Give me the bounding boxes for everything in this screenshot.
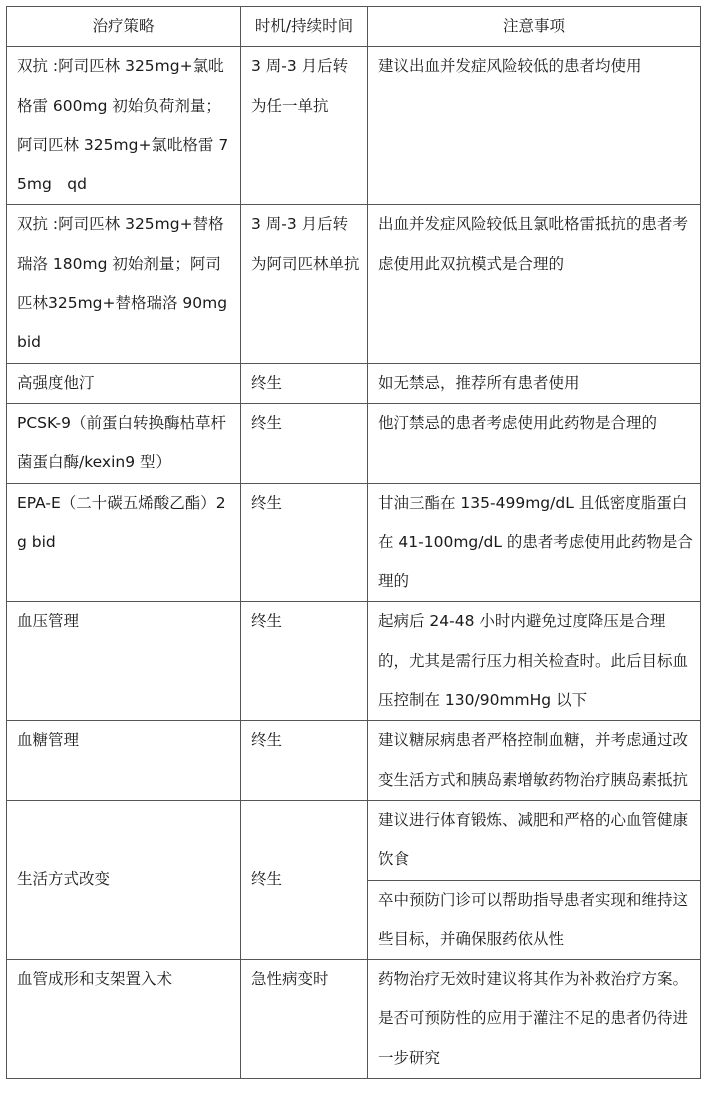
notes-cell: 起病后 24-48 小时内避免过度降压是合理的，尤其是需行压力相关检查时。此后目标血压控制在 130/90mmHg 以下 — [368, 602, 701, 721]
timing-cell: 终生 — [241, 721, 368, 801]
table-row — [7, 205, 701, 363]
strategy-cell: 双抗 :阿司匹林 325mg+氯吡格雷 600mg 初始负荷剂量；阿司匹林 325mg+氯吡格雷 75mg qd — [7, 47, 241, 205]
table-row — [7, 602, 701, 721]
timing-cell: 终生 — [241, 800, 368, 959]
notes-cell: 出血并发症风险较低且氯吡格雷抵抗的患者考虑使用此双抗模式是合理的 — [368, 205, 701, 363]
table-row — [7, 363, 701, 403]
notes-cell: 如无禁忌，推荐所有患者使用 — [368, 363, 701, 403]
notes-cell: 卒中预防门诊可以帮助指导患者实现和维持这些目标，并确保服药依从性 — [368, 880, 701, 960]
timing-cell: 终生 — [241, 363, 368, 403]
timing-cell: 终生 — [241, 602, 368, 721]
notes-cell: 他汀禁忌的患者考虑使用此药物是合理的 — [368, 403, 701, 483]
strategy-cell: 高强度他汀 — [7, 363, 241, 403]
table-header-row — [7, 7, 701, 47]
table-row — [7, 483, 701, 602]
strategy-cell: 血管成形和支架置入术 — [7, 960, 241, 1079]
timing-cell: 终生 — [241, 483, 368, 602]
timing-cell: 3 周-3 月后转为阿司匹林单抗 — [241, 205, 368, 363]
column-header-timing: 时机/持续时间 — [241, 7, 368, 47]
strategy-cell: 生活方式改变 — [7, 800, 241, 959]
notes-cell: 建议糖尿病患者严格控制血糖，并考虑通过改变生活方式和胰岛素增敏药物治疗胰岛素抵抗 — [368, 721, 701, 801]
column-header-strategy: 治疗策略 — [7, 7, 241, 47]
notes-cell: 药物治疗无效时建议将其作为补救治疗方案。是否可预防性的应用于灌注不足的患者仍待进一步研究 — [368, 960, 701, 1079]
treatment-table — [6, 6, 701, 1079]
notes-cell: 建议出血并发症风险较低的患者均使用 — [368, 47, 701, 205]
table-row — [7, 403, 701, 483]
table-row — [7, 800, 701, 880]
notes-cell: 建议进行体育锻炼、减肥和严格的心血管健康饮食 — [368, 800, 701, 880]
strategy-cell: EPA-E（二十碳五烯酸乙酯）2g bid — [7, 483, 241, 602]
strategy-cell: PCSK-9（前蛋白转换酶枯草杆菌蛋白酶/kexin9 型） — [7, 403, 241, 483]
strategy-cell: 血压管理 — [7, 602, 241, 721]
strategy-cell: 血糖管理 — [7, 721, 241, 801]
timing-cell: 3 周-3 月后转为任一单抗 — [241, 47, 368, 205]
timing-cell: 急性病变时 — [241, 960, 368, 1079]
table-row — [7, 47, 701, 205]
notes-cell: 甘油三酯在 135-499mg/dL 且低密度脂蛋白在 41-100mg/dL 的患者考虑使用此药物是合理的 — [368, 483, 701, 602]
table-row — [7, 960, 701, 1079]
column-header-notes: 注意事项 — [368, 7, 701, 47]
table-row — [7, 721, 701, 801]
strategy-cell: 双抗 :阿司匹林 325mg+替格瑞洛 180mg 初始剂量；阿司匹林325mg+替格瑞洛 90mg bid — [7, 205, 241, 363]
timing-cell: 终生 — [241, 403, 368, 483]
